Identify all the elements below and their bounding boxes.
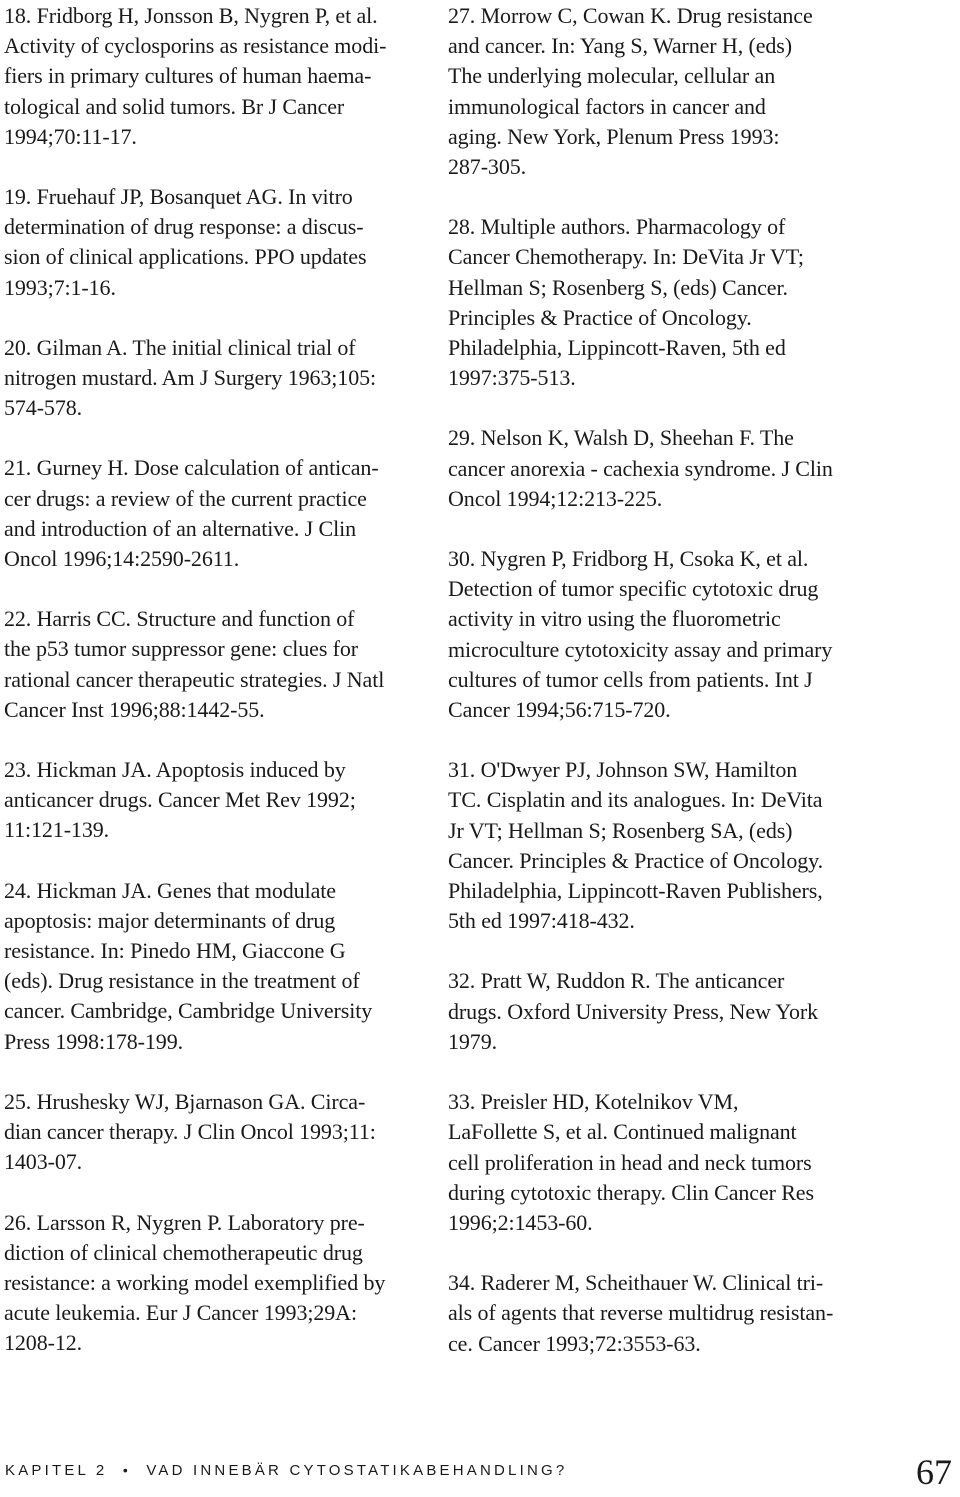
reference-line: immunological factors in cancer and	[448, 93, 766, 119]
page-number: 67	[916, 1452, 952, 1492]
reference-line: The underlying molecular, cellular an	[448, 63, 776, 89]
reference-line: cer drugs: a review of the current practice	[4, 485, 367, 511]
reference-line: 19. Fruehauf JP, Bosanquet AG. In vitro	[4, 184, 353, 210]
reference-item	[448, 966, 888, 1057]
chapter-label: KAPITEL 2	[5, 1462, 108, 1479]
reference-line: rational cancer therapeutic strategies. J Natl	[4, 666, 385, 692]
reference-line: 1403-07.	[4, 1149, 83, 1175]
reference-line: 287-305.	[448, 154, 527, 180]
reference-line: Cancer. Principles & Practice of Oncology.	[448, 847, 823, 873]
reference-line: 25. Hrushesky WJ, Bjarnason GA. Circa-	[4, 1088, 366, 1114]
reference-item	[4, 604, 444, 725]
reference-line: apoptosis: major determinants of drug	[4, 907, 336, 933]
reference-line: Hellman S; Rosenberg S, (eds) Cancer.	[448, 274, 788, 300]
reference-item	[4, 333, 444, 424]
reference-line: cultures of tumor cells from patients. Int J	[448, 666, 813, 692]
reference-line: 1997:375-513.	[448, 365, 576, 391]
reference-line: the p53 tumor suppressor gene: clues for	[4, 636, 359, 662]
reference-item	[4, 453, 444, 574]
reference-line: diction of clinical chemotherapeutic drug	[4, 1239, 363, 1265]
reference-line: fiers in primary cultures of human haema-	[4, 63, 372, 89]
reference-line: cancer. Cambridge, Cambridge University	[4, 998, 373, 1024]
reference-item	[4, 1208, 444, 1359]
reference-line: resistance: a working model exemplified by	[4, 1269, 386, 1295]
reference-item	[448, 1087, 888, 1238]
reference-line: 27. Morrow C, Cowan K. Drug resistance	[448, 3, 813, 28]
reference-line: (eds). Drug resistance in the treatment of	[4, 968, 360, 994]
reference-line: LaFollette S, et al. Continued malignant	[448, 1119, 797, 1145]
reference-line: acute leukemia. Eur J Cancer 1993;29A:	[4, 1300, 357, 1326]
reference-item	[448, 544, 888, 725]
reference-item	[448, 1268, 888, 1359]
reference-line: cancer anorexia - cachexia syndrome. J Clin	[448, 455, 833, 481]
reference-line: 32. Pratt W, Ruddon R. The anticancer	[448, 968, 785, 994]
reference-line: cell proliferation in head and neck tumors	[448, 1149, 812, 1175]
reference-line: 1979.	[448, 1028, 498, 1054]
reference-line: Detection of tumor specific cytotoxic drug	[448, 576, 819, 602]
reference-line: during cytotoxic therapy. Clin Cancer Res	[448, 1179, 814, 1205]
reference-line: anticancer drugs. Cancer Met Rev 1992;	[4, 787, 356, 813]
reference-item	[4, 876, 444, 1057]
reference-line: 21. Gurney H. Dose calculation of antican-	[4, 455, 379, 481]
reference-line: microculture cytotoxicity assay and primary	[448, 636, 833, 662]
reference-item	[4, 755, 444, 846]
reference-line: Oncol 1996;14:2590-2611.	[4, 546, 240, 572]
reference-line: 1208-12.	[4, 1330, 83, 1356]
reference-line: aging. New York, Plenum Press 1993:	[448, 123, 780, 149]
reference-line: 34. Raderer M, Scheithauer W. Clinical tri-	[448, 1270, 824, 1296]
reference-line: als of agents that reverse multidrug resistan-	[448, 1300, 834, 1326]
reference-item	[4, 182, 444, 303]
reference-line: activity in vitro using the fluorometric	[448, 606, 781, 632]
reference-line: and introduction of an alternative. J Clin	[4, 515, 356, 541]
reference-line: determination of drug response: a discus-	[4, 214, 364, 240]
reference-line: drugs. Oxford University Press, New York	[448, 998, 818, 1024]
reference-line: Jr VT; Hellman S; Rosenberg SA, (eds)	[448, 817, 793, 843]
reference-line: dian cancer therapy. J Clin Oncol 1993;11:	[4, 1119, 376, 1145]
reference-item	[448, 755, 888, 936]
reference-line: sion of clinical applications. PPO updates	[4, 244, 367, 270]
reference-list-left	[4, 1, 444, 1389]
reference-line: Principles & Practice of Oncology.	[448, 304, 752, 330]
reference-line: Philadelphia, Lippincott-Raven, 5th ed	[448, 335, 786, 361]
reference-line: 1996;2:1453-60.	[448, 1209, 593, 1235]
reference-line: Activity of cyclosporins as resistance modi-	[4, 33, 387, 59]
bullet-separator: •	[122, 1462, 131, 1478]
reference-line: 1993;7:1-16.	[4, 274, 116, 300]
reference-line: 1994;70:11-17.	[4, 123, 137, 149]
reference-line: 18. Fridborg H, Jonsson B, Nygren P, et al.	[4, 3, 378, 28]
reference-line: tological and solid tumors. Br J Cancer	[4, 93, 345, 119]
chapter-title: VAD INNEBÄR CYTOSTATIKABEHANDLING?	[146, 1462, 568, 1479]
reference-line: 23. Hickman JA. Apoptosis induced by	[4, 757, 346, 783]
reference-line: 31. O'Dwyer PJ, Johnson SW, Hamilton	[448, 757, 798, 783]
reference-line: 20. Gilman A. The initial clinical trial of	[4, 334, 356, 360]
reference-line: and cancer. In: Yang S, Warner H, (eds)	[448, 33, 792, 59]
reference-item	[448, 212, 888, 393]
running-footer	[5, 1462, 567, 1479]
reference-line: Philadelphia, Lippincott-Raven Publishers,	[448, 878, 823, 904]
reference-item	[4, 1, 444, 152]
reference-line: 26. Larsson R, Nygren P. Laboratory pre-	[4, 1209, 365, 1235]
reference-item	[4, 1087, 444, 1178]
reference-line: 33. Preisler HD, Kotelnikov VM,	[448, 1089, 739, 1115]
reference-line: 30. Nygren P, Fridborg H, Csoka K, et al.	[448, 546, 809, 572]
reference-item	[448, 1, 888, 182]
reference-line: 28. Multiple authors. Pharmacology of	[448, 214, 786, 240]
reference-line: Press 1998:178-199.	[4, 1028, 183, 1054]
reference-line: 11:121-139.	[4, 817, 110, 843]
reference-line: resistance. In: Pinedo HM, Giaccone G	[4, 938, 346, 964]
reference-line: nitrogen mustard. Am J Surgery 1963;105:	[4, 365, 377, 391]
reference-line: 24. Hickman JA. Genes that modulate	[4, 877, 336, 903]
reference-line: 29. Nelson K, Walsh D, Sheehan F. The	[448, 425, 794, 451]
reference-line: 22. Harris CC. Structure and function of	[4, 606, 355, 632]
reference-list-right	[448, 1, 888, 1389]
reference-line: Cancer 1994;56:715-720.	[448, 697, 671, 723]
reference-item	[448, 423, 888, 514]
reference-line: Cancer Inst 1996;88:1442-55.	[4, 696, 265, 722]
reference-line: 574-578.	[4, 395, 83, 421]
reference-line: TC. Cisplatin and its analogues. In: DeVita	[448, 787, 823, 813]
reference-line: ce. Cancer 1993;72:3553-63.	[448, 1330, 701, 1356]
reference-line: Oncol 1994;12:213-225.	[448, 485, 663, 511]
reference-line: 5th ed 1997:418-432.	[448, 908, 635, 934]
reference-line: Cancer Chemotherapy. In: DeVita Jr VT;	[448, 244, 804, 270]
